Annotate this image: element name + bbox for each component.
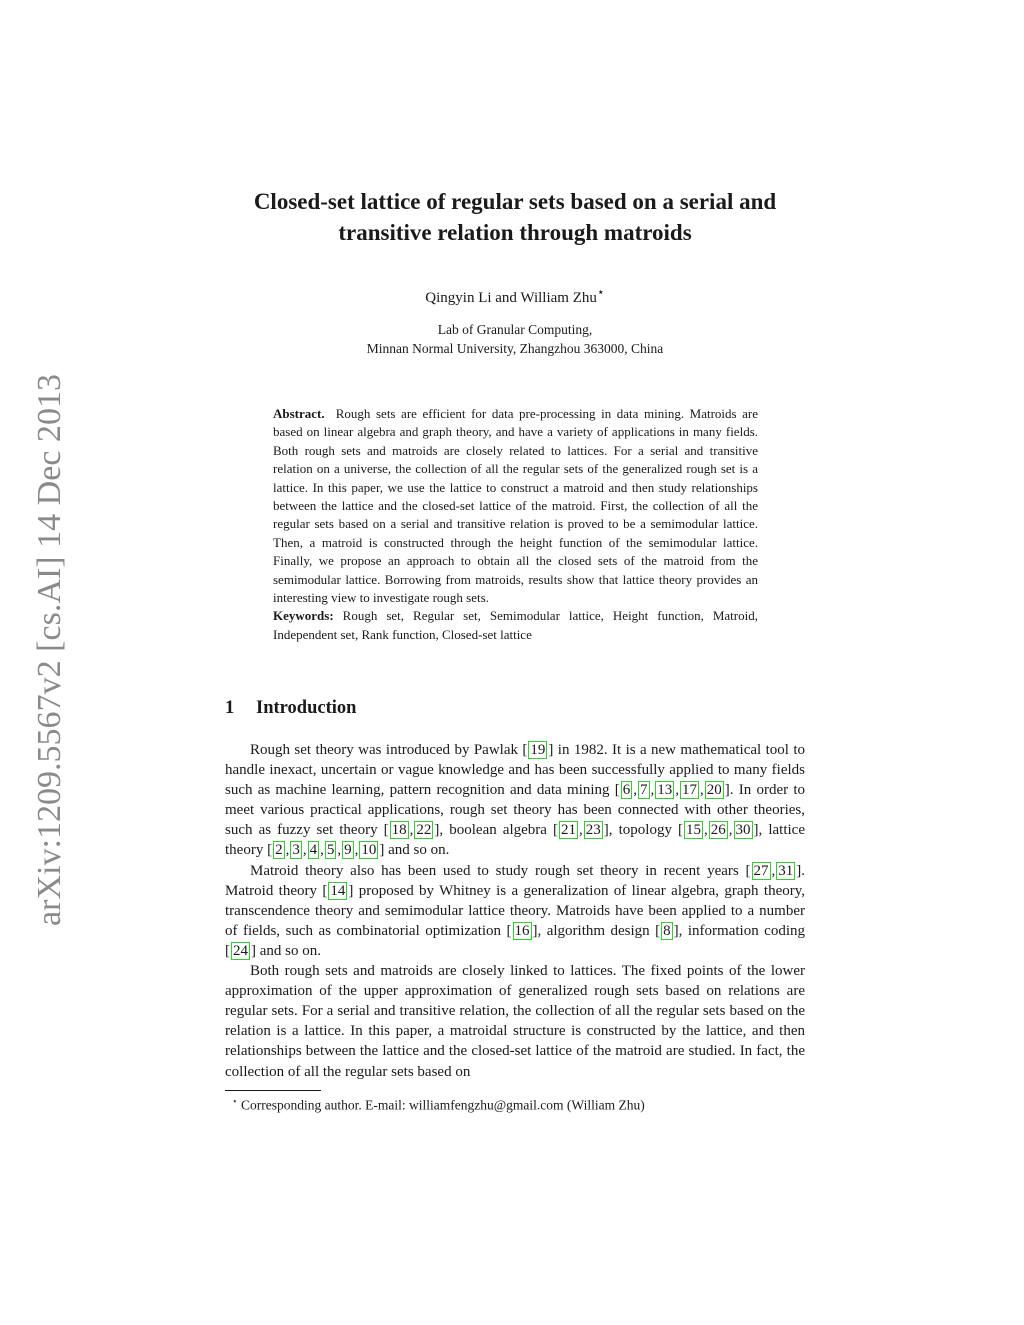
abstract-text: Rough sets are efficient for data pre-processing in data mining. Matroids are based on linear algebra and graph theory, and have a variety of applications in many fields. Both rough sets and matroids are closely related to lattices. For a serial and transitive relation on a universe, the collection of all the regular sets of the generalized rough set is a lattice. In this paper, we use the lattice to construct a matroid and then study relationships between the lattice and the closed-set lattice of the matroid. First, the collection of all the regular sets based on a serial and transitive relation is proved to be a semimodular lattice. Then, a matroid is constructed through the height function of the semimodular lattice. Finally, we propose an approach to obtain all the closed sets of the matroid from the semimodular lattice. Borrowing from matroids, results show that lattice theory provides an interesting view to investigate rough sets. [273,406,759,606]
body-paragraph: Rough set theory was introduced by Pawlak [ 19 ] in 1982. It is a new mathematical tool to handle inexact, uncertain or vague knowledge and has been successfully applied to many fields such as machine learning, pattern recognition and data mining [ 6 , 7 , 13 , 17 , 20 ]. In order to meet various practical applications, rough set theory has been connected with other theories, such as fuzzy set theory [ 18 , 22 ], boolean algebra [ 21 , 23 ], topology [ 15 , 26 , 30 ], lattice theory [ 2 , 3 , 4 , 5 , 9 , 10 ] and so on. [225,742,806,859]
citation-link[interactable]: 27 [753,862,769,879]
paper-title [200,186,830,248]
body-text-run: . Matroid theory [225,862,805,899]
citation-link[interactable]: 17 [682,782,698,799]
citation-link[interactable]: 4 [309,842,318,859]
citation-link[interactable]: 13 [657,782,673,799]
author-list [300,284,730,307]
body-text-run: and so on. [256,942,321,959]
footnote-divider [225,1090,321,1091]
section-heading [225,698,356,719]
affiliation-line-2: Minnan Normal University, Zhangzhou 363000, China [366,341,664,356]
footnote-text: Corresponding author. E-mail: williamfengzhu@gmail.com (William Zhu) [241,1097,645,1113]
citation-link[interactable]: 8 [663,922,671,939]
citation-link[interactable]: 9 [344,842,352,859]
citation-link[interactable]: 23 [585,822,601,839]
body-text-run: , topology [608,822,679,839]
body-text-run: , algorithm design [537,922,656,939]
footnote [232,1096,645,1114]
corresponding-author-mark: ⋆ [596,285,605,299]
citation-link[interactable]: 14 [330,882,346,899]
citation-link[interactable]: 21 [561,822,577,839]
keywords-text: Rough set, Regular set, Semimodular lattice, Height function, Matroid, Independent set, Rank function, Closed-set lattice [273,608,758,642]
citation-link[interactable]: 18 [391,822,407,839]
abstract-paragraph [273,405,758,607]
citation-link[interactable]: 19 [530,742,546,758]
body-text-run: . In order to meet various practical applications, rough set theory has been connected with other theories, such as fuzzy set theory [225,782,806,839]
citation-link[interactable]: 30 [735,822,751,839]
body-text-run: Matroid theory also has been used to study rough set theory in recent years [250,862,746,879]
citation-link[interactable]: 22 [416,822,432,839]
arxiv-identifier-text: arXiv:1209.5567v2 [cs.AI] 14 Dec 2013 [31,374,68,926]
citation-link[interactable]: 5 [326,842,335,859]
body-paragraph: Matroid theory also has been used to study rough set theory in recent years [ 27 , 31 ]. Matroid theory [ 14 ] proposed by Whitney is a generalization of linear algebra, graph theory, transcendence theory and semimodular lattice theory. Matroids have been applied to a number of fields, such as combinatorial optimization [ 16 ], algorithm design [ 8 ], information coding [ 24 ] and so on. [225,862,805,959]
title-line-1: Closed-set lattice of regular sets based on a serial and [253,189,777,214]
citation-link[interactable]: 20 [706,782,722,799]
citation-link[interactable]: 31 [778,862,794,879]
body-text-run: Both rough sets and matroids are closely linked to lattices. The fixed points of the lower approximation of the upper approximation of generalized rough sets based on relations are regular sets. For a serial and transitive relation, the collection of all the regular sets based on the relation is a lattice. In this paper, a matroidal structure is constructed by the lattice, and then relationships between the lattice and the closed-set lattice of the matroid are studied. In fact, the collection of all the regular sets based on [225,963,805,1080]
keywords-label: Keywords: [273,608,334,624]
citation-link[interactable]: 3 [292,842,300,859]
section-title: Introduction [256,698,357,718]
body-text-run: Rough set theory was introduced by Pawlak [250,742,523,758]
affiliation-line-1: Lab of Granular Computing, [437,322,593,337]
authors-text: Qingyin Li and William Zhu [425,290,597,306]
citation-link[interactable]: 10 [361,842,377,859]
body-text-run: proposed by Whitney is a generalization of linear algebra, graph theory, transcendence theory and semimodular lattice theory. Matroids have been applied to a number of fields, such as combinatorial optimization [225,882,805,939]
citation-link[interactable]: 16 [514,922,530,939]
citation-link[interactable]: 6 [622,782,631,799]
body-text-run: , boolean algebra [439,822,554,839]
title-line-2: transitive relation through matroids [338,220,692,245]
body-text-run: in 1982. It is a new mathematical tool to handle inexact, uncertain or vague knowledge and has been successfully applied to many fields such as machine learning, pattern recognition and data mining [225,742,806,799]
body-text-run: and so on. [384,842,450,859]
arxiv-identifier-stamp [12,370,70,930]
introduction-body [225,740,805,1082]
citation-link[interactable]: 24 [233,942,248,959]
citation-link[interactable]: 26 [710,822,726,839]
abstract-block [273,405,758,644]
citation-link[interactable]: 15 [686,822,702,839]
affiliation [300,320,730,358]
body-text-run: , information coding [678,922,805,939]
keywords-paragraph [273,607,758,644]
citation-link[interactable]: 7 [640,782,648,799]
abstract-label: Abstract. [273,406,325,421]
section-number: 1 [225,698,235,718]
body-text-run: , lattice theory [225,822,805,859]
footnote-mark: ⋆ [232,1096,238,1106]
body-paragraph [225,961,805,1082]
citation-link[interactable]: 2 [275,842,283,859]
